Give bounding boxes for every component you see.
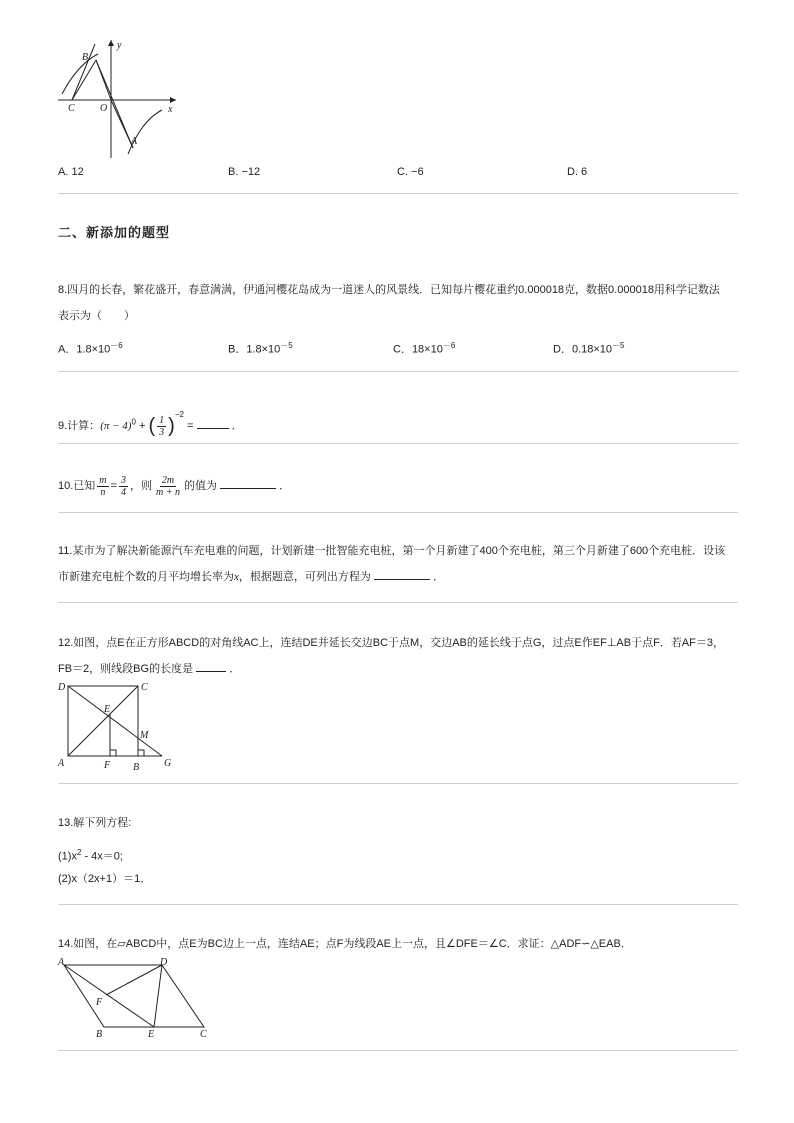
- q7-label-x: x: [168, 104, 173, 115]
- q12-figure: [56, 678, 182, 776]
- q10-frac3: [154, 475, 182, 498]
- section-title: 二、新添加的题型: [58, 225, 171, 240]
- q12-line2-text: FB＝2，则线段BG的长度是: [58, 663, 194, 675]
- q9-suffix: ．: [231, 420, 243, 432]
- q10-f2-den: 4: [120, 486, 126, 498]
- q11-line2: [58, 566, 444, 588]
- q9-plus: +: [138, 420, 146, 432]
- q8-option-c: [393, 340, 455, 357]
- q12-suffix: ．: [229, 663, 241, 675]
- q13-eq1-b: - 4x＝0;: [81, 850, 123, 863]
- q11-line2-b: ，根据题意，可列出方程为: [238, 571, 371, 583]
- q12-label-D: D: [58, 682, 66, 693]
- q9-exp-a: 0: [131, 417, 136, 427]
- q9-expr-a: (π − 4): [100, 420, 132, 432]
- q8-option-b-exp: －5: [280, 341, 293, 350]
- q11-var: x: [234, 571, 239, 583]
- q10-f3-num: 2m: [161, 474, 175, 486]
- q8-option-a-exp: －6: [110, 341, 123, 350]
- q12-label-E: E: [104, 704, 111, 715]
- q7-label-B: B: [82, 52, 89, 63]
- q12-answer-blank[interactable]: [196, 659, 226, 672]
- q8-option-d-exp: －5: [612, 341, 625, 350]
- divider: [58, 371, 738, 372]
- q8-option-d-base: D．0.18×10: [553, 343, 613, 356]
- q11-line1: 11.某市为了解决新能源汽车充电难的问题，计划新建一批智能充电桩，第一个月新建了400个充电桩，第三个月新建了600个充电桩．设该: [58, 545, 726, 557]
- q7-label-A: A: [131, 136, 138, 147]
- q12-label-A: A: [58, 758, 65, 769]
- q7-label-C: C: [68, 103, 75, 114]
- q14-label-A: A: [58, 957, 65, 968]
- q9-fraction: [157, 415, 166, 438]
- q12-label-C: C: [141, 682, 148, 693]
- q8-option-c-base: C．18×10: [393, 343, 443, 356]
- divider: [58, 443, 738, 444]
- divider: [58, 904, 738, 905]
- q9: [58, 400, 243, 441]
- q14-label-F: F: [96, 997, 103, 1008]
- q7-label-O: O: [100, 103, 108, 114]
- q8-line2: 表示为（ ）: [58, 310, 135, 322]
- q14-label-C: C: [200, 1029, 207, 1040]
- q11-line2-a: 市新建充电桩个数的月平均增长率为: [58, 571, 234, 583]
- q10: [58, 471, 290, 501]
- q7-option-b: B. −12: [228, 166, 261, 178]
- q7-label-y: y: [117, 40, 122, 51]
- q14-label-B: B: [96, 1029, 103, 1040]
- q10-suffix: ．: [279, 480, 291, 492]
- q9-paren-open: (: [148, 415, 156, 438]
- q13-eq1: [58, 842, 123, 868]
- q14-label-E: E: [148, 1029, 155, 1040]
- divider: [58, 783, 738, 784]
- q8-option-a-base: A．1.8×10: [58, 343, 111, 356]
- q10-frac2: [119, 475, 128, 498]
- q8-option-d: [553, 340, 624, 357]
- q11-answer-blank[interactable]: [374, 567, 430, 580]
- q9-answer-blank[interactable]: [197, 416, 229, 429]
- divider: [58, 1050, 738, 1051]
- q13-eq1-exp: 2: [76, 848, 82, 857]
- q9-frac-num: 1: [159, 414, 165, 426]
- q10-answer-blank[interactable]: [220, 476, 276, 489]
- q10-f3-den: m + n: [155, 486, 180, 498]
- q10-frac1: [97, 475, 108, 498]
- q13-title: 13.解下列方程:: [58, 817, 132, 829]
- q8-line1: 8.四月的长春，繁花盛开，春意满满，伊通河樱花岛成为一道迷人的风景线．已知每片樱花重约0.000018克，数据0.000018用科学记数法: [58, 284, 720, 296]
- q8-option-c-exp: －6: [442, 341, 456, 350]
- q10-f1-den: n: [100, 486, 106, 498]
- q10-prefix: 10.已知: [58, 480, 96, 492]
- divider: [58, 512, 738, 513]
- q8-option-a: [58, 340, 123, 357]
- q10-mid: ，则: [129, 480, 152, 492]
- q13-eq2: (2)x（2x+1）＝1．: [58, 873, 152, 885]
- q8-option-b-base: B．1.8×10: [228, 343, 281, 356]
- q7-graph: [58, 36, 183, 161]
- q9-exp-b: −2: [174, 410, 184, 419]
- q10-after: 的值为: [183, 480, 217, 492]
- q12-label-B: B: [133, 762, 140, 773]
- q12-label-G: G: [164, 758, 172, 769]
- q10-eq: =: [110, 480, 117, 492]
- q11-suffix: ．: [433, 571, 445, 583]
- q9-prefix: 9.计算：: [58, 420, 101, 432]
- q13-eq1-a: (1)x: [58, 850, 77, 863]
- q12-line2: [58, 658, 240, 680]
- q14-figure: [56, 955, 216, 1041]
- q9-equals: =: [187, 420, 194, 432]
- q9-paren-close: ): [168, 415, 175, 438]
- q14-text: 14.如图，在▱ABCD中，点E为BC边上一点，连结AE；点F为线段AE上一点，且∠DFE＝∠C．求证：△ADF∽△EAB．: [58, 938, 632, 950]
- q7-option-d: D. 6: [567, 166, 588, 178]
- divider: [58, 193, 738, 194]
- q12-label-F: F: [104, 760, 111, 771]
- q10-f1-num: m: [99, 474, 107, 486]
- q7-option-c: C. −6: [397, 166, 424, 178]
- divider: [58, 602, 738, 603]
- q10-f2-num: 3: [120, 474, 126, 486]
- q8-option-b: [228, 340, 293, 357]
- q9-frac-den: 3: [159, 426, 165, 438]
- q12-label-M: M: [140, 730, 149, 741]
- q12-line1: 12.如图，点E在正方形ABCD的对角线AC上，连结DE并延长交边BC于点M，交边AB的延长线于点G，过点E作EF⊥AB于点F．若AF＝3，: [58, 637, 724, 649]
- q14-label-D: D: [160, 957, 168, 968]
- q7-option-a: A. 12: [58, 166, 84, 178]
